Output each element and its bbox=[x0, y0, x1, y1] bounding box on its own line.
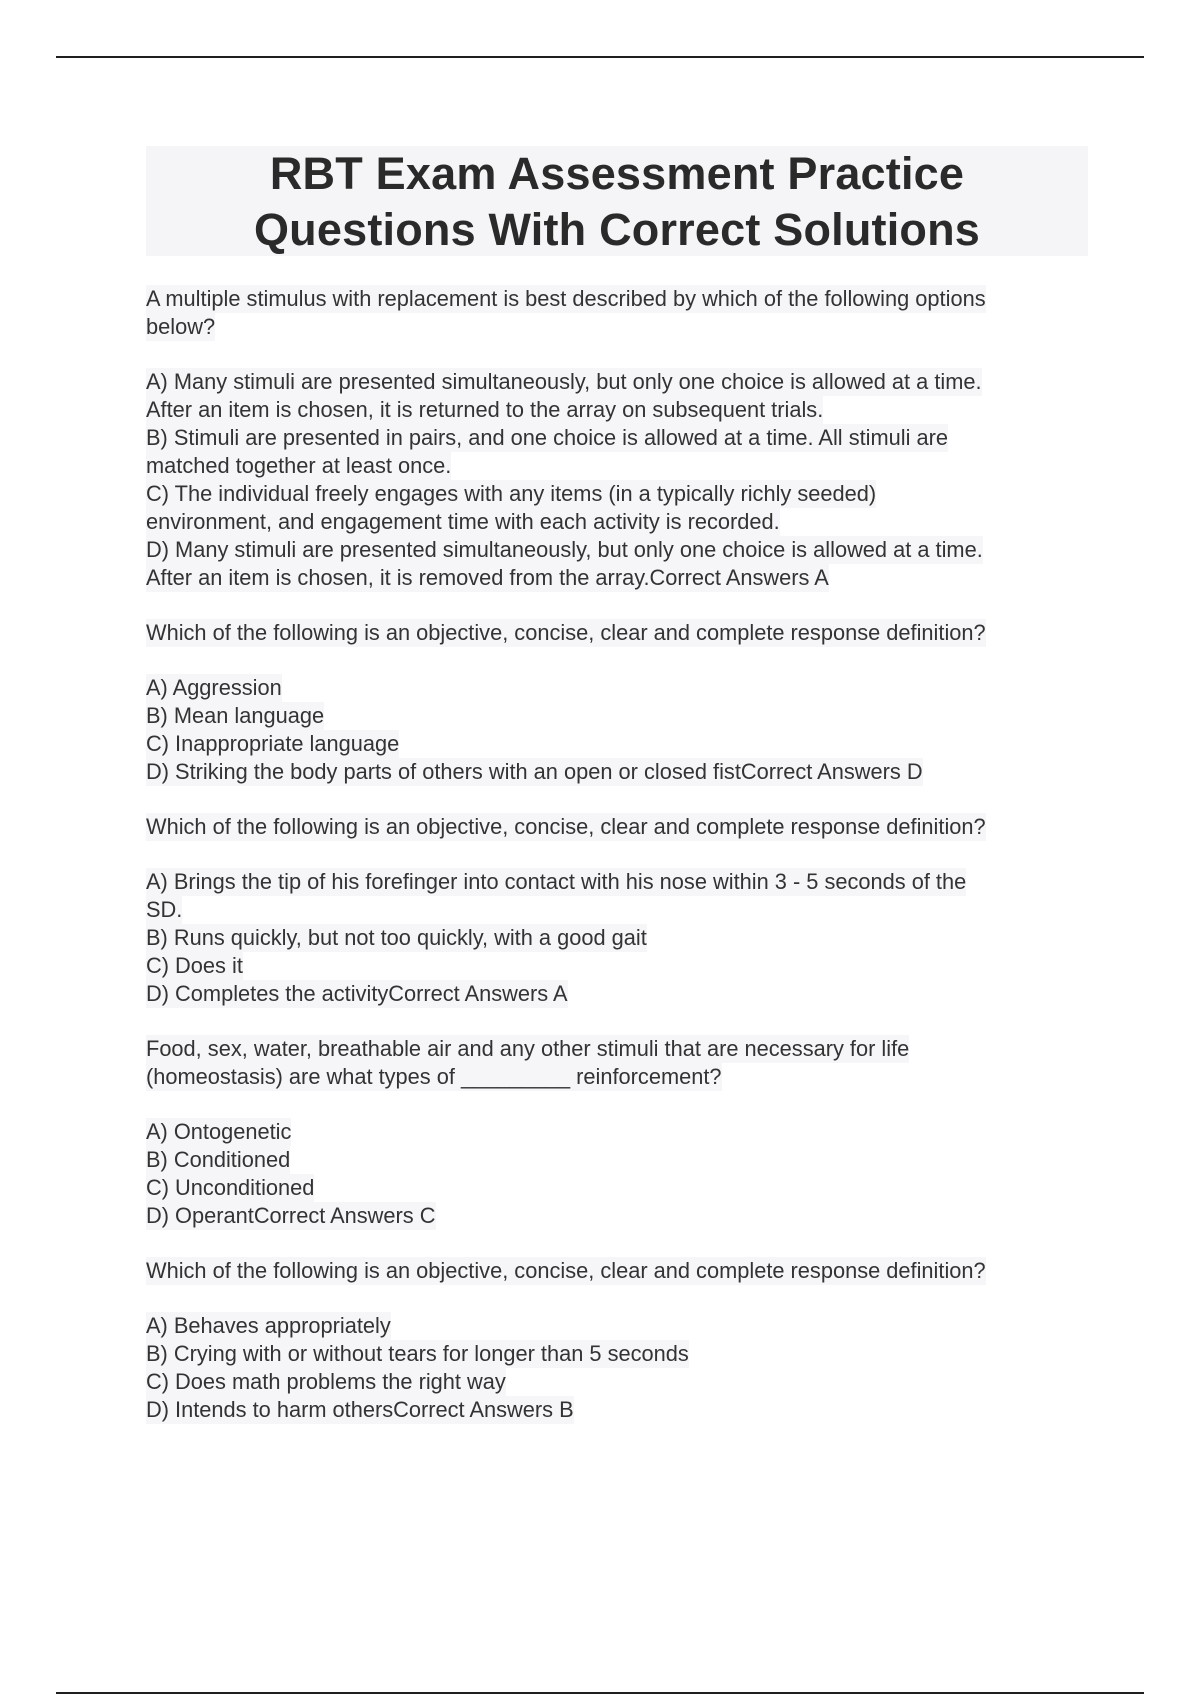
answer-option-line: B) Mean language bbox=[146, 703, 325, 728]
question-prompt-line: Which of the following is an objective, concise, clear and complete response definition? bbox=[146, 620, 986, 645]
answer-option-line: D) Intends to harm othersCorrect Answers B bbox=[146, 1397, 574, 1422]
title-line-1: RBT Exam Assessment Practice bbox=[269, 148, 965, 199]
spacer bbox=[146, 647, 1092, 674]
answer-option-line: C) Inappropriate language bbox=[146, 731, 400, 756]
answer-option-line: C) The individual freely engages with any items (in a typically richly seeded) bbox=[146, 481, 877, 506]
answer-option-line: A) Ontogenetic bbox=[146, 1119, 292, 1144]
question-block bbox=[146, 813, 1092, 1008]
title-line-2: Questions With Correct Solutions bbox=[253, 204, 981, 255]
answer-option-line: After an item is chosen, it is removed from the array.Correct Answers A bbox=[146, 565, 829, 590]
bottom-rule bbox=[56, 1692, 1144, 1694]
question-prompt-line: below? bbox=[146, 314, 216, 339]
question-block bbox=[146, 1257, 1092, 1424]
document-title bbox=[146, 146, 1088, 256]
answer-option-line: C) Does it bbox=[146, 953, 243, 978]
question-list bbox=[146, 285, 1092, 1451]
answer-option-line: D) Many stimuli are presented simultaneously, but only one choice is allowed at a time. bbox=[146, 537, 983, 562]
answer-option-line: D) Completes the activityCorrect Answers A bbox=[146, 981, 568, 1006]
question-prompt-line: Which of the following is an objective, concise, clear and complete response definition? bbox=[146, 1258, 986, 1283]
question-block bbox=[146, 1035, 1092, 1230]
spacer bbox=[146, 1285, 1092, 1312]
answer-option-line: B) Crying with or without tears for longer than 5 seconds bbox=[146, 1341, 689, 1366]
answer-option-line: A) Behaves appropriately bbox=[146, 1313, 391, 1338]
top-rule bbox=[56, 56, 1144, 58]
answer-option-line: C) Does math problems the right way bbox=[146, 1369, 506, 1394]
spacer bbox=[146, 841, 1092, 868]
spacer bbox=[146, 1091, 1092, 1118]
answer-option-line: B) Conditioned bbox=[146, 1147, 291, 1172]
answer-option-line: matched together at least once. bbox=[146, 453, 452, 478]
answer-option-line: C) Unconditioned bbox=[146, 1175, 315, 1200]
question-prompt-line: (homeostasis) are what types of _________ reinforcement? bbox=[146, 1064, 722, 1089]
question-prompt-line: Food, sex, water, breathable air and any other stimuli that are necessary for life bbox=[146, 1036, 910, 1061]
answer-option-line: B) Runs quickly, but not too quickly, with a good gait bbox=[146, 925, 647, 950]
spacer bbox=[146, 341, 1092, 368]
answer-option-line: B) Stimuli are presented in pairs, and one choice is allowed at a time. All stimuli are bbox=[146, 425, 949, 450]
question-prompt-line: Which of the following is an objective, concise, clear and complete response definition? bbox=[146, 814, 986, 839]
answer-option-line: D) OperantCorrect Answers C bbox=[146, 1203, 436, 1228]
answer-option-line: After an item is chosen, it is returned to the array on subsequent trials. bbox=[146, 397, 824, 422]
answer-option-line: A) Many stimuli are presented simultaneously, but only one choice is allowed at a time. bbox=[146, 369, 982, 394]
question-prompt-line: A multiple stimulus with replacement is best described by which of the following options bbox=[146, 286, 986, 311]
answer-option-line: environment, and engagement time with each activity is recorded. bbox=[146, 509, 780, 534]
answer-option-line: D) Striking the body parts of others with an open or closed fistCorrect Answers D bbox=[146, 759, 923, 784]
question-block bbox=[146, 619, 1092, 786]
answer-option-line: A) Aggression bbox=[146, 675, 282, 700]
answer-option-line: A) Brings the tip of his forefinger into contact with his nose within 3 - 5 seconds of the bbox=[146, 869, 967, 894]
answer-option-line: SD. bbox=[146, 897, 183, 922]
question-block bbox=[146, 285, 1092, 592]
